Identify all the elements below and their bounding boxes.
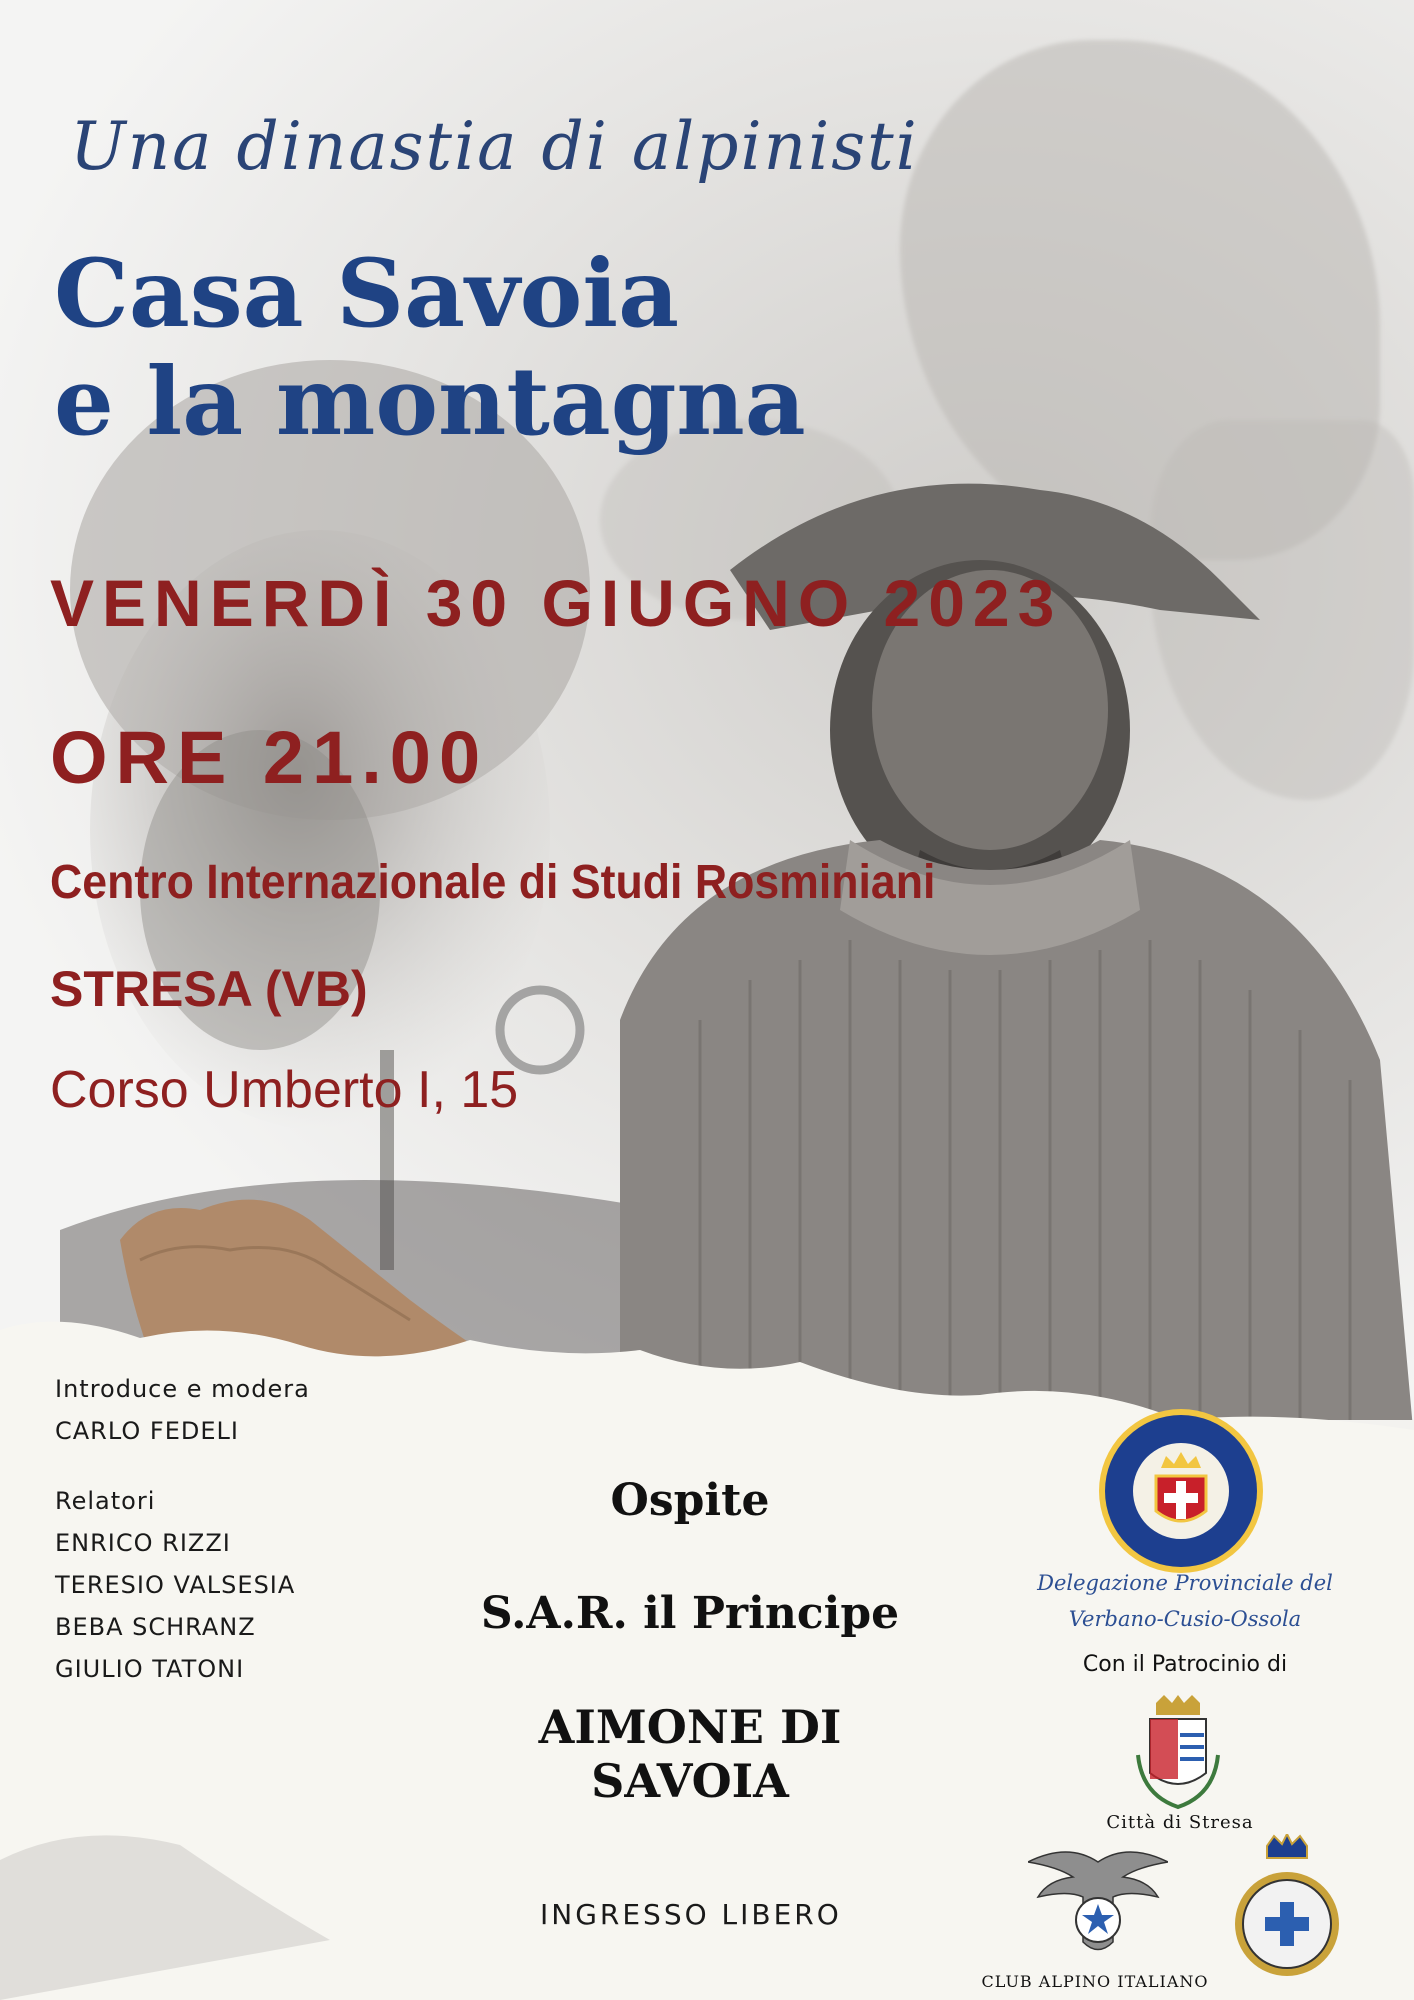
speakers-list [55,1368,310,1690]
subtitle: Una dinastia di alpinisti [70,108,919,185]
club-alpino-eagle-icon [1028,1842,1168,1972]
speakers-label: Relatori [55,1487,156,1515]
moderator-label: Introduce e modera [55,1375,310,1403]
stresa-crest-icon [1128,1695,1228,1815]
city-label: Città di Stresa [1106,1812,1254,1833]
guest-title: S.A.R. il Principe [480,1588,900,1639]
speaker-name: GIULIO TATONI [55,1655,245,1683]
event-date: VENERDÌ 30 GIUGNO 2023 [50,566,1063,640]
speaker-name: BEBA SCHRANZ [55,1613,256,1641]
guardia-onore-seal-icon [1096,1406,1266,1576]
moderator-name: CARLO FEDELI [55,1417,239,1445]
delegation-line-1: Delegazione Provinciale del [1037,1571,1333,1595]
event-time: ORE 21.00 [50,716,489,799]
page-title [54,240,806,456]
delegation-text [1030,1565,1340,1637]
event-address: Corso Umberto I, 15 [50,1061,519,1119]
royal-badge-icon [1232,1834,1342,1984]
speaker-name: TERESIO VALSESIA [55,1571,296,1599]
guest-name: AIMONE DI SAVOIA [538,1700,842,1808]
title-line-2: e la montagna [54,347,806,457]
title-line-1: Casa Savoia [54,239,679,349]
guest-label: Ospite [610,1475,770,1526]
delegation-line-2: Verbano-Cusio-Ossola [1068,1607,1302,1631]
speaker-name: ENRICO RIZZI [55,1529,231,1557]
patronage-label: Con il Patrocinio di [1082,1652,1288,1677]
event-venue: Centro Internazionale di Studi Rosminiani [50,856,936,909]
entry-notice: INGRESSO LIBERO [540,1898,842,1931]
cai-label: CLUB ALPINO ITALIANO [981,1972,1209,1991]
event-city: STRESA (VB) [50,961,368,1017]
